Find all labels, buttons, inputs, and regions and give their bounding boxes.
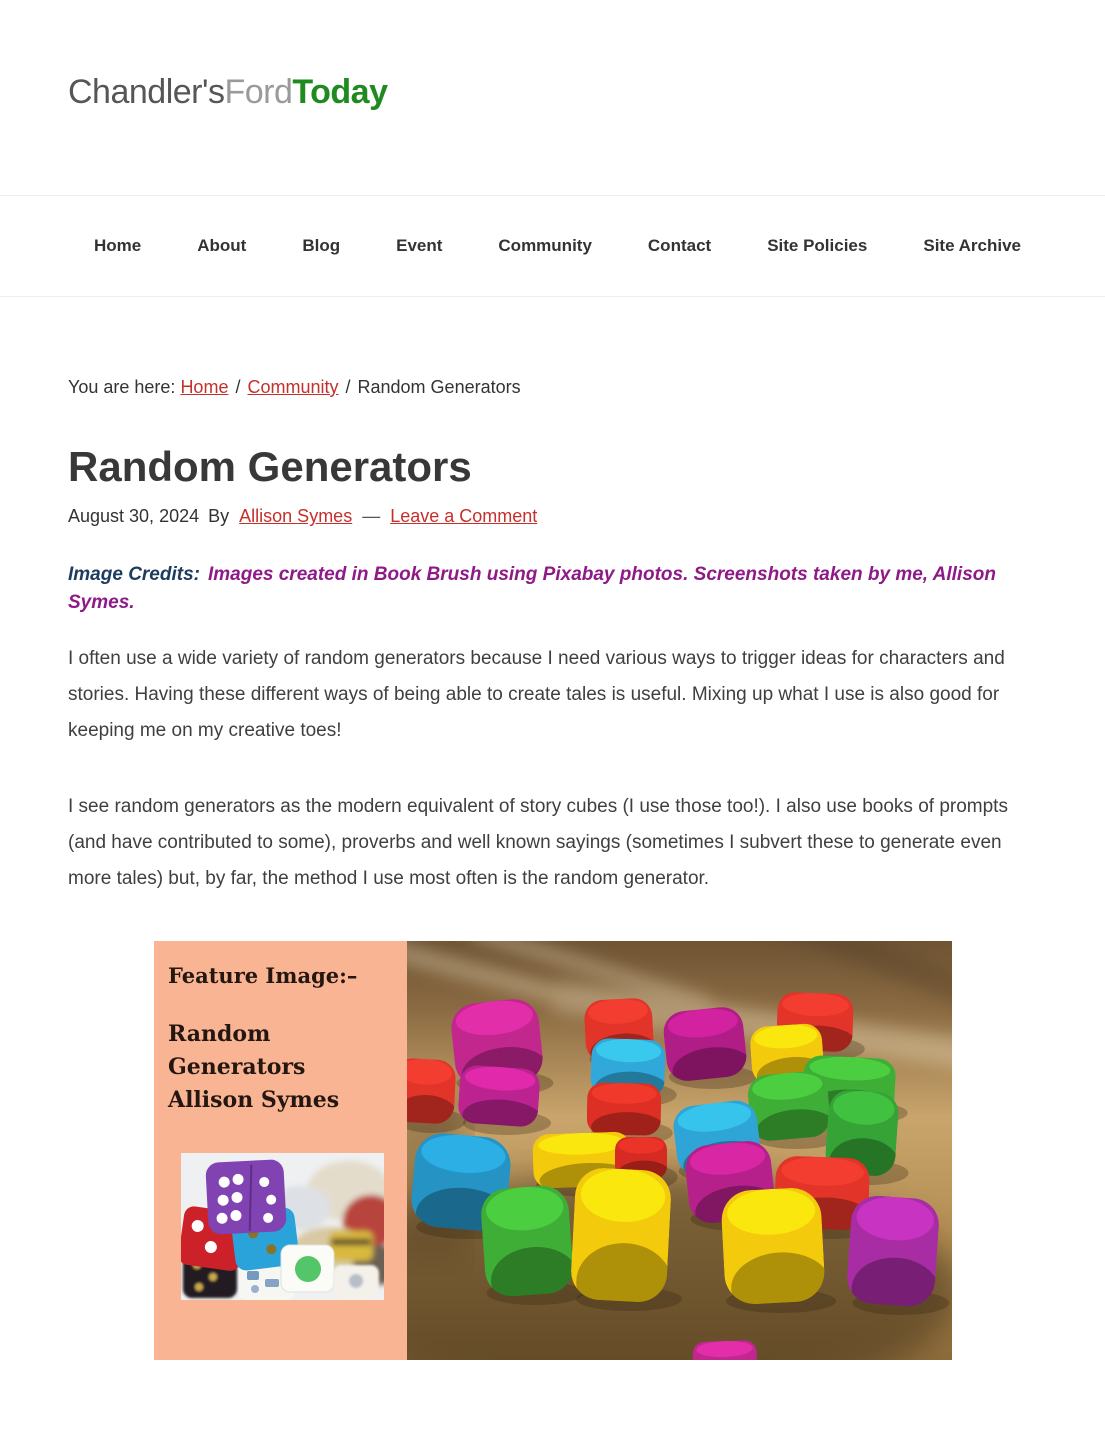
- feature-image: [154, 941, 952, 1360]
- page-title: Random Generators: [68, 443, 472, 490]
- inset-dice-photo: [181, 1153, 384, 1300]
- image-credits: [68, 561, 1038, 617]
- article-content: [68, 377, 1038, 1360]
- breadcrumb-separator: /: [345, 377, 351, 397]
- site-header: [0, 0, 1105, 195]
- post-date: August 30, 2024: [68, 506, 200, 527]
- breadcrumb-link-community[interactable]: Community: [247, 377, 339, 397]
- nav-item-contact[interactable]: Contact: [647, 236, 712, 255]
- paragraph-2: I see random generators as the modern equivalent of story cubes (I use those too!). I also use books of prompts (and have contributed to some), proverbs and well known sayings (sometimes I subvert these to generate even more tales) but, by far, the method I use most often is the random generator.: [68, 796, 1008, 890]
- author-link[interactable]: Allison Symes: [239, 506, 353, 527]
- feature-caption-line2: Random Generators: [168, 1021, 306, 1081]
- breadcrumb-current: Random Generators: [357, 377, 521, 397]
- nav-item-event[interactable]: Event: [396, 236, 443, 255]
- image-credits-label: Image Credits:: [68, 564, 200, 586]
- nav-item-community[interactable]: Community: [498, 236, 592, 255]
- nav-item-site-archive[interactable]: Site Archive: [923, 236, 1021, 255]
- paragraph-1: I often use a wide variety of random generators because I need various ways to trigger ideas for characters and stories. Having these different ways of being able to create tales is useful. Mixing up what I use is also good for keeping me on my creative toes!: [68, 648, 1005, 742]
- feature-image-panel: [154, 941, 407, 1360]
- breadcrumb: [68, 377, 1038, 398]
- image-credits-text: Images created in Book Brush using Pixabay photos. Screenshots taken by me, Allison Symes.: [68, 564, 996, 614]
- breadcrumb-link-home[interactable]: Home: [180, 377, 229, 397]
- nav-item-home[interactable]: Home: [94, 236, 142, 255]
- breadcrumb-prefix: You are here:: [68, 377, 176, 397]
- logo-part-ford: Ford: [224, 73, 293, 111]
- main-nav: [0, 195, 1105, 297]
- site-logo[interactable]: [68, 74, 1105, 111]
- meta-dash: —: [362, 506, 381, 527]
- feature-photo-svg: [407, 941, 952, 1360]
- feature-caption-line3: Allison Symes: [168, 1087, 340, 1114]
- nav-item-blog[interactable]: Blog: [302, 236, 341, 255]
- by-label: By: [208, 506, 230, 527]
- breadcrumb-separator: /: [235, 377, 241, 397]
- logo-part-today: Today: [292, 73, 388, 111]
- nav-item-site-policies[interactable]: Site Policies: [767, 236, 868, 255]
- nav-item-about[interactable]: About: [197, 236, 247, 255]
- leave-comment-link[interactable]: Leave a Comment: [390, 506, 538, 527]
- entry-meta: [68, 506, 1038, 527]
- logo-part-chandlers: Chandler's: [68, 73, 225, 111]
- feature-caption-title: Feature Image:–: [168, 963, 358, 989]
